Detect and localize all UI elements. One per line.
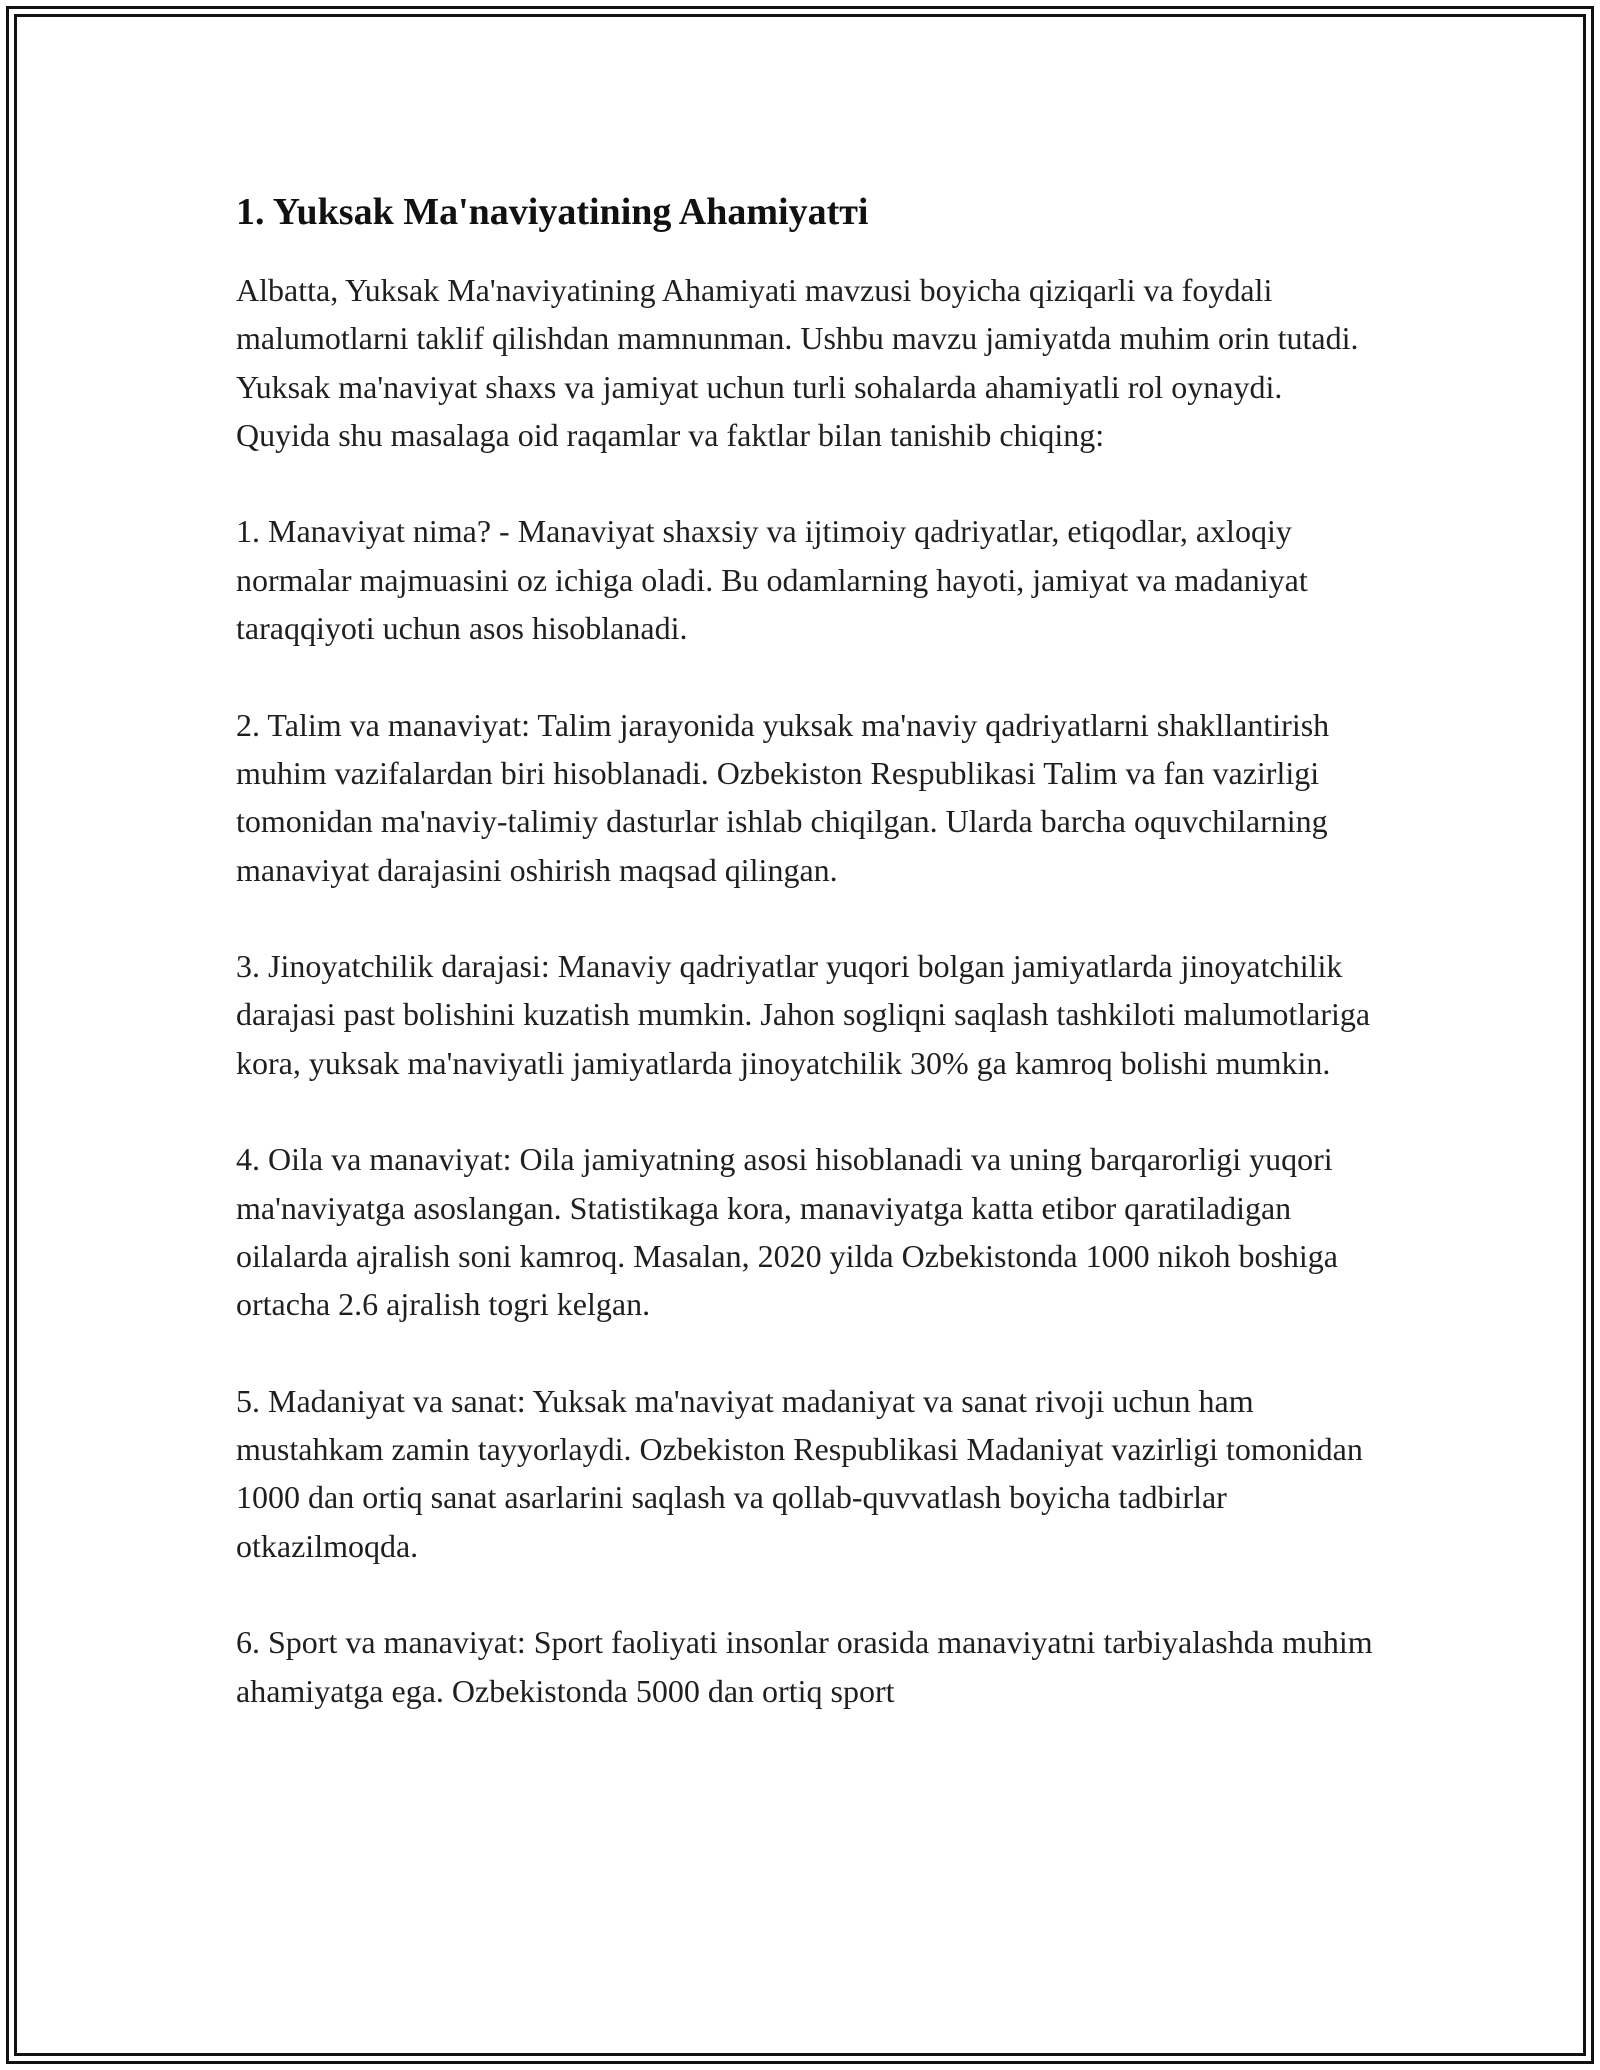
- paragraph-item-6: 6. Sport va manaviyat: Sport faoliyati insonlar orasida manaviyatni tarbiyalashda muhim ahamiyatga ega. Ozbekistonda 5000 dan ortiq sport: [236, 1624, 1373, 1709]
- paragraph-item-3: 3. Jinoyatchilik darajasi: Manaviy qadriyatlar yuqori bolgan jamiyatlarda jinoyatchilik darajasi past bolishini kuzatish mumkin. Jahon sogliqni saqlash tashkiloti malumotlariga kora, yuksak ma'naviyatli jamiyatlarda jinoyatchilik 30% ga kamroq bolishi mumkin.: [236, 948, 1371, 1081]
- document-body: [236, 186, 1376, 1763]
- document-title: 1. Yuksak Ma'naviyatining Ahamiyatті: [236, 191, 869, 233]
- paragraph-item-4: 4. Oila va manaviyat: Oila jamiyatning asosi hisoblanadi va uning barqarorligi yuqori ma'naviyatga asoslangan. Statistikaga kora, manaviyatga katta etibor qaratiladigan oilalarda ajralish soni kamroq. Masalan, 2020 yilda Ozbekistonda 1000 nikoh boshiga ortacha 2.6 ajralish togri kelgan.: [236, 1141, 1338, 1323]
- paragraph-intro: Albatta, Yuksak Ma'naviyatining Ahamiyati mavzusi boyicha qiziqarli va foydali malumotlarni taklif qilishdan mamnunman. Ushbu mavzu jamiyatda muhim orin tutadi. Yuksak ma'naviyat shaxs va jamiyat uchun turli sohalarda ahamiyatli rol oynaydi. Quyida shu masalaga oid raqamlar va faktlar bilan tanishib chiqing:: [236, 272, 1359, 453]
- paragraph-item-1: 1. Manaviyat nima? - Manaviyat shaxsiy va ijtimoiy qadriyatlar, etiqodlar, axloqiy normalar majmuasini oz ichiga oladi. Bu odamlarning hayoti, jamiyat va madaniyat taraqqiyoti uchun asos hisoblanadi.: [236, 513, 1308, 647]
- paragraph-item-5: 5. Madaniyat va sanat: Yuksak ma'naviyat madaniyat va sanat rivoji uchun ham mustahkam zamin tayyorlaydi. Ozbekiston Respublikasi Madaniyat vazirligi tomonidan 1000 dan ortiq sanat asarlarini saqlash va qollab-quvvatlash boyicha tadbirlar otkazilmoqda.: [236, 1382, 1363, 1564]
- paragraph-item-2: 2. Talim va manaviyat: Talim jarayonida yuksak ma'naviy qadriyatlarni shakllantirish muhim vazifalardan biri hisoblanadi. Ozbekiston Respublikasi Talim va fan vazirligi tomonidan ma'naviy-talimiy dasturlar ishlab chiqilgan. Ularda barcha oquvchilarning manaviyat darajasini oshirish maqsad qilingan.: [236, 706, 1330, 888]
